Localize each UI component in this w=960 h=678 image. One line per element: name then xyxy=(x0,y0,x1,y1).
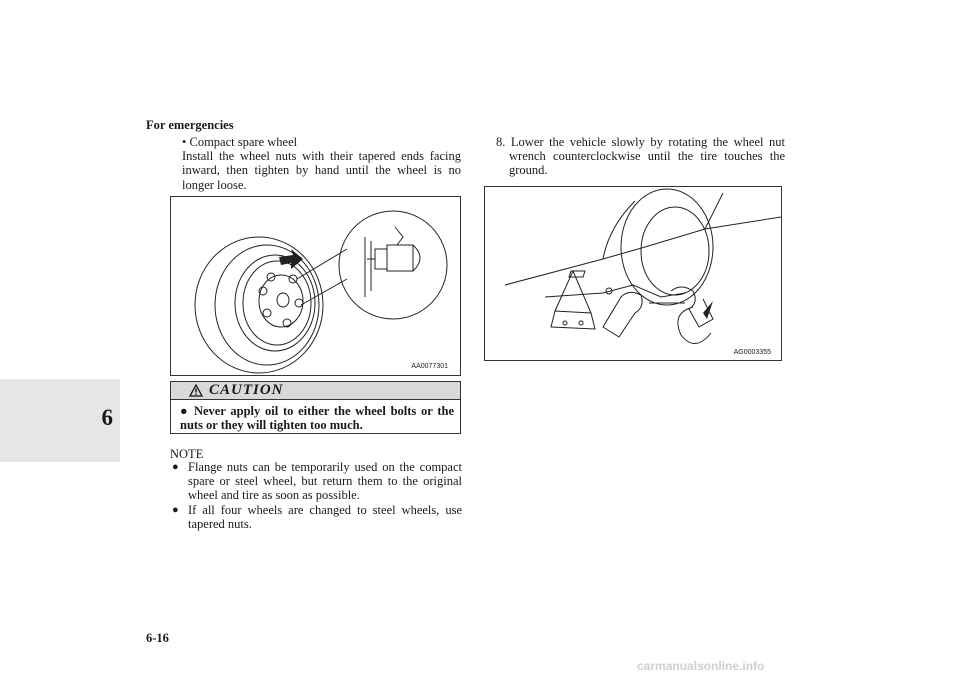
caution-header xyxy=(170,381,461,400)
chapter-number: 6 xyxy=(101,405,113,430)
left-instructions xyxy=(182,135,461,192)
chapter-tab xyxy=(0,379,120,462)
wheel-nut-drawing xyxy=(171,197,460,375)
warning-triangle-icon xyxy=(189,384,203,397)
step-8-instruction: 8. Lower the vehicle slowly by rotating the wheel nut wrench counterclockwise until the tire touches the ground. xyxy=(496,135,785,178)
note-item xyxy=(170,460,462,503)
jack-lowering-drawing xyxy=(485,187,781,360)
jack-lowering-illustration xyxy=(484,186,782,361)
caution-item xyxy=(180,404,454,433)
compact-spare-heading: • Compact spare wheel xyxy=(182,135,298,149)
note-item xyxy=(170,503,462,531)
section-title: For emergencies xyxy=(146,118,234,132)
wheel-nut-illustration xyxy=(170,196,461,376)
caution-item-text: Never apply oil to either the wheel bolts or the nuts or they will tighten too much. xyxy=(180,404,454,433)
bullet-icon: ● xyxy=(180,404,190,418)
install-instructions: Install the wheel nuts with their tapered ends facing inward, then tighten by hand until the wheel is no longer loose. xyxy=(182,149,461,192)
footer-watermark[interactable]: carmanualsonline.info xyxy=(637,659,765,673)
note-item-text: Flange nuts can be temporarily used on the compact spare or steel wheel, but return them to the original wheel and tire as soon as possible. xyxy=(188,460,462,503)
caution-title: CAUTION xyxy=(209,382,284,398)
caution-box xyxy=(170,399,461,434)
page-number: 6-16 xyxy=(146,631,169,645)
left-figure-code: AA0077301 xyxy=(411,363,448,370)
right-figure-code: AG0003355 xyxy=(733,349,771,356)
note-item-text: If all four wheels are changed to steel wheels, use tapered nuts. xyxy=(188,502,462,531)
note-label: NOTE xyxy=(170,447,204,461)
bullet-icon: ● xyxy=(172,461,179,473)
bullet-icon: ● xyxy=(172,503,179,516)
note-list xyxy=(170,460,462,531)
